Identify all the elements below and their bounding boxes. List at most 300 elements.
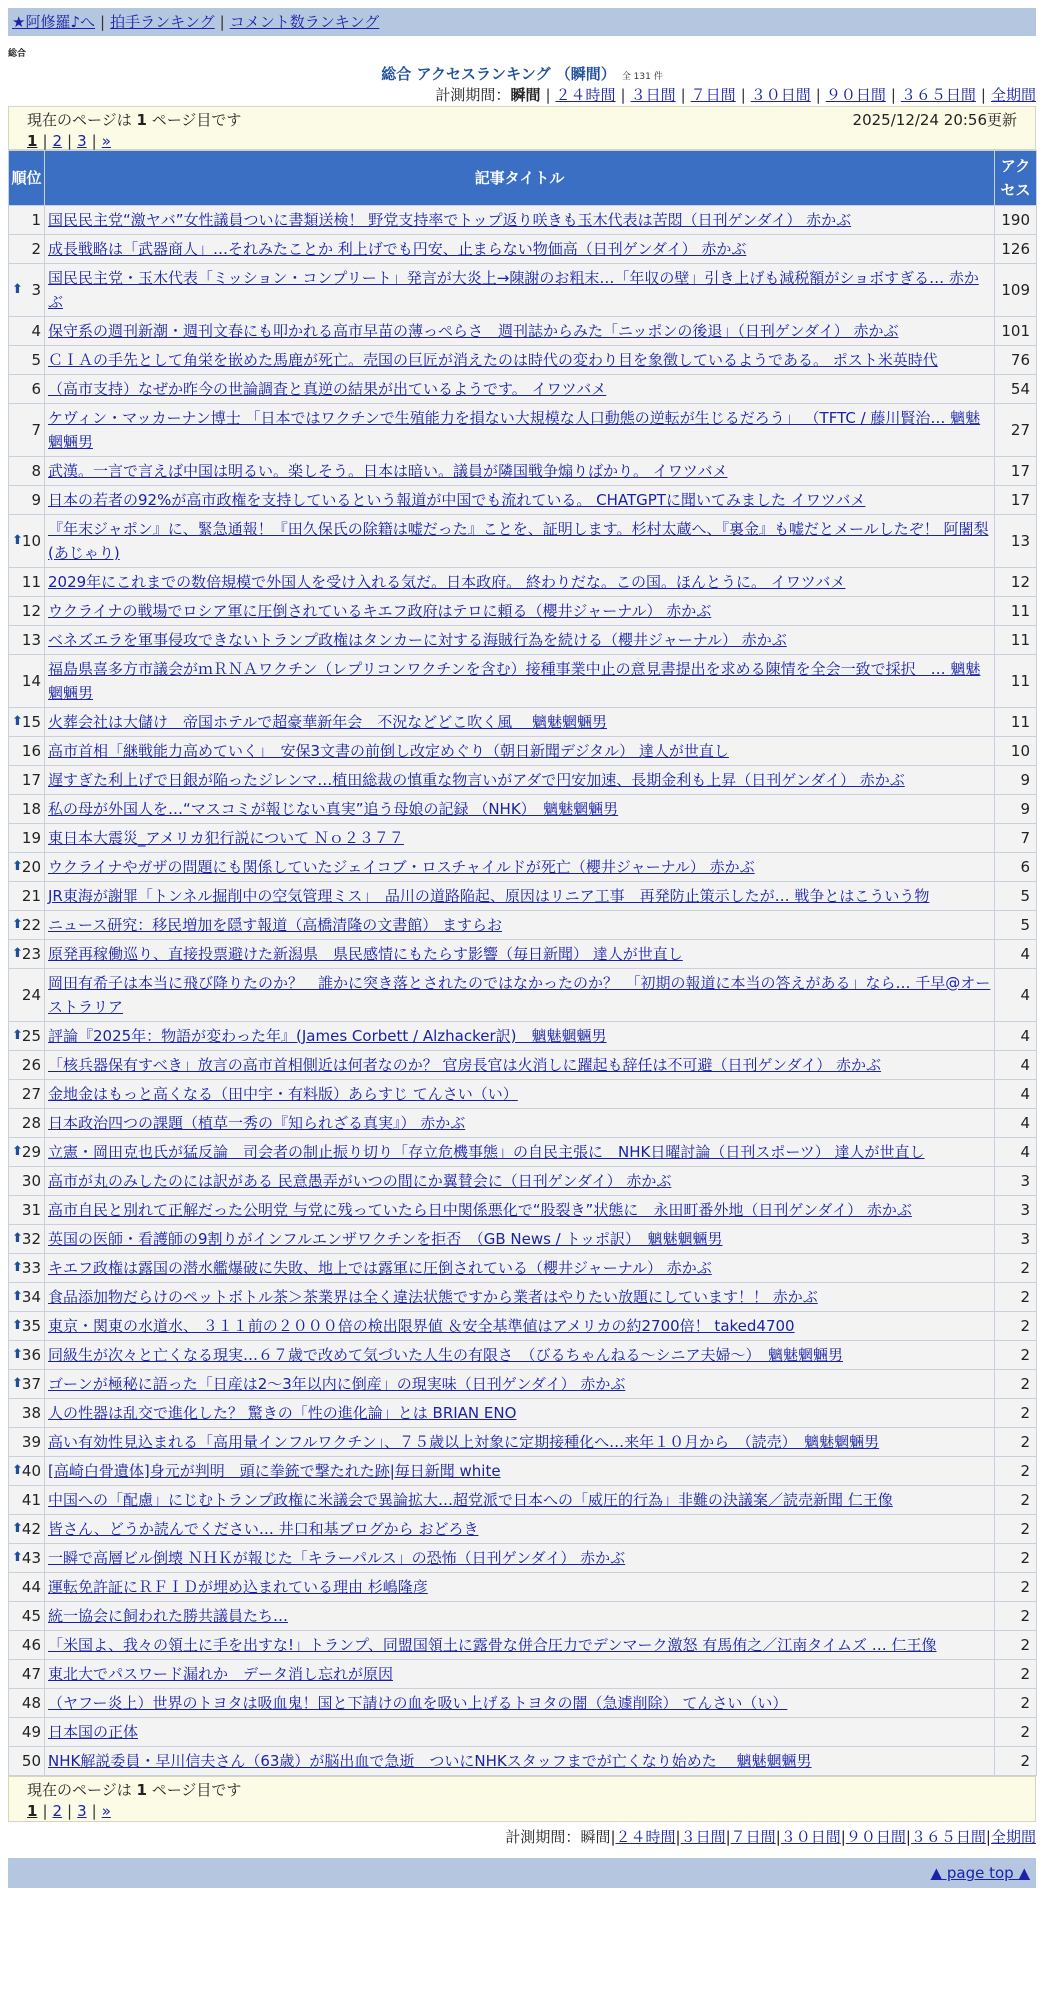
- rank-cell: [9, 1283, 45, 1312]
- table-row: [9, 317, 1037, 346]
- access-count: 17: [995, 486, 1037, 515]
- up-arrow-icon: ⬆: [12, 917, 23, 932]
- table-row: [9, 1080, 1037, 1109]
- period-option-link[interactable]: ３０日間: [750, 86, 811, 104]
- rank-number: 5: [31, 351, 41, 369]
- title-cell: [45, 1167, 995, 1196]
- article-link[interactable]: 人の性器は乱交で進化した？ 驚きの「性の進化論」とは BRIAN ENO: [48, 1404, 517, 1422]
- title-cell: [45, 1515, 995, 1544]
- rank-cell: [9, 969, 45, 1022]
- rank-cell: [9, 1051, 45, 1080]
- article-link[interactable]: （ヤフー炎上）世界のトヨタは吸血鬼！国と下請けの血を吸い上げるトヨタの闇（急遽削除） てんさい（い）: [48, 1694, 788, 1712]
- rank-number: 37: [21, 1375, 41, 1393]
- article-link[interactable]: 東日本大震災_アメリカ犯行説について Ｎｏ２３７７: [48, 829, 404, 847]
- title-cell: [45, 1341, 995, 1370]
- current-page-text-bottom: 現在のページは 1 ページ目です: [27, 1781, 242, 1799]
- access-count: 7: [995, 824, 1037, 853]
- rank-cell: [9, 1109, 45, 1138]
- title-cell: [45, 1283, 995, 1312]
- rank-cell: [9, 708, 45, 737]
- title-cell: [45, 1080, 995, 1109]
- table-row: [9, 1399, 1037, 1428]
- article-link[interactable]: 日本国の正体: [48, 1723, 139, 1741]
- rank-number: 30: [21, 1172, 41, 1190]
- rank-number: 41: [21, 1491, 41, 1509]
- rank-number: 44: [21, 1578, 41, 1596]
- table-row: [9, 626, 1037, 655]
- period-label: 計測期間：: [435, 86, 511, 104]
- period-label: 計測期間：: [505, 1828, 581, 1846]
- rank-cell: [9, 597, 45, 626]
- up-arrow-icon: ⬆: [12, 1144, 23, 1159]
- title-cell: [45, 655, 995, 708]
- rank-number: 47: [21, 1665, 41, 1683]
- access-count: 76: [995, 346, 1037, 375]
- article-link[interactable]: 高い有効性見込まれる「高用量インフルワクチン」、７５歳以上対象に定期接種化へ…来年１０月から （読売） 魑魅魍魎男: [48, 1433, 880, 1451]
- current-page-number: 1: [27, 1802, 38, 1820]
- rank-cell: [9, 1747, 45, 1776]
- article-link[interactable]: 遅すぎた利上げで日銀が陥ったジレンマ…植田総裁の慎重な物言いがアダで円安加速、長期金利も上昇（日刊ゲンダイ） 赤かぶ: [48, 771, 905, 789]
- rank-number: 33: [21, 1259, 41, 1277]
- rank-cell: [9, 404, 45, 457]
- article-link[interactable]: 岡田有希子は本当に飛び降りたのか？ 誰かに突き落とされたのではなかったのか？ 「初期の報道に本当の答えがある」なら… 千早@オーストラリア: [48, 974, 991, 1016]
- table-row: [9, 1225, 1037, 1254]
- title-cell: [45, 317, 995, 346]
- article-link[interactable]: 一瞬で高層ビル倒壊 ＮＨＫが報じた「キラーパルス」の恐怖（日刊ゲンダイ） 赤かぶ: [48, 1549, 626, 1567]
- rank-number: 38: [21, 1404, 41, 1422]
- period-option-link[interactable]: ３０日間: [780, 1828, 841, 1846]
- access-count: 190: [995, 206, 1037, 235]
- rank-number: 17: [21, 771, 41, 789]
- access-count: 10: [995, 737, 1037, 766]
- rank-cell: [9, 1138, 45, 1167]
- rank-cell: [9, 824, 45, 853]
- table-row: [9, 1254, 1037, 1283]
- article-link[interactable]: 成長戦略は「武器商人」…それみたことか 利上げでも円安、止まらない物価高（日刊ゲンダイ） 赤かぶ: [48, 240, 747, 258]
- up-arrow-icon: ⬆: [12, 1550, 23, 1565]
- table-row: [9, 1660, 1037, 1689]
- footer-bar: [8, 1858, 1036, 1888]
- access-count: 11: [995, 655, 1037, 708]
- title-cell: [45, 1196, 995, 1225]
- article-link[interactable]: ＣＩＡの手先として角栄を嵌めた馬鹿が死亡。売国の巨匠が消えたのは時代の変わり目を象徴しているようである。 ポスト米英時代: [48, 351, 938, 369]
- article-link[interactable]: 評論『2025年：物語が変わった年』(James Corbett / Alzhacker訳) 魑魅魍魎男: [48, 1027, 607, 1045]
- table-row: [9, 1602, 1037, 1631]
- article-link[interactable]: キエフ政権は露国の潜水艦爆破に失敗、地上では露軍に圧倒されている（櫻井ジャーナル） 赤かぶ: [48, 1259, 712, 1277]
- table-row: [9, 486, 1037, 515]
- period-option-link[interactable]: ２４時間: [615, 1828, 676, 1846]
- access-count: 2: [995, 1486, 1037, 1515]
- access-count: 101: [995, 317, 1037, 346]
- access-count: 2: [995, 1544, 1037, 1573]
- rank-cell: [9, 1022, 45, 1051]
- up-arrow-icon: ⬆: [12, 1260, 23, 1275]
- article-link[interactable]: JR東海が謝罪「トンネル掘削中の空気管理ミス」 品川の道路陥起、原因はリニア工事 再発防止策示したが… 戦争とはこういう物: [48, 887, 930, 905]
- article-link[interactable]: ゴーンが極秘に語った「日産は2～3年以内に倒産」の現実味（日刊ゲンダイ） 赤かぶ: [48, 1375, 626, 1393]
- table-row: [9, 235, 1037, 264]
- article-link[interactable]: 『年末ジャポン』に、緊急通報！『田久保氏の除籍は嘘だった』ことを、証明します。杉村太蔵へ、『裏金』も嘘だとメールしたぞ！ 阿闍梨(あじゃり): [48, 520, 989, 562]
- access-count: 3: [995, 1196, 1037, 1225]
- table-row: [9, 1573, 1037, 1602]
- rank-cell: [9, 1544, 45, 1573]
- page-link[interactable]: 3: [77, 1802, 87, 1820]
- rank-cell: [9, 486, 45, 515]
- table-row: [9, 1544, 1037, 1573]
- access-count: 4: [995, 940, 1037, 969]
- title-cell: [45, 1602, 995, 1631]
- rank-number: 3: [31, 281, 41, 299]
- table-row: [9, 375, 1037, 404]
- up-arrow-icon: ⬆: [12, 1347, 23, 1362]
- rank-cell: [9, 911, 45, 940]
- next-page-link[interactable]: »: [101, 132, 111, 150]
- access-count: 5: [995, 911, 1037, 940]
- title-cell: [45, 1486, 995, 1515]
- rank-number: 28: [21, 1114, 41, 1132]
- rank-number: 27: [21, 1085, 41, 1103]
- article-link[interactable]: NHK解説委員・早川信夫さん（63歳）が脳出血で急逝 ついにNHKスタッフまでが亡くなり始めた 魑魅魍魎男: [48, 1752, 812, 1770]
- title-cell: [45, 969, 995, 1022]
- article-link[interactable]: 同級生が次々と亡くなる現実…６７歳で改めて気づいた人生の有限さ （びるちゃんねる～シニア夫婦～） 魑魅魍魎男: [48, 1346, 844, 1364]
- rank-cell: [9, 206, 45, 235]
- access-count: 4: [995, 1080, 1037, 1109]
- article-link[interactable]: 原発再稼働巡り、直接投票避けた新潟県 県民感情にもたらす影響（毎日新聞） 達人が世直し: [48, 945, 683, 963]
- title-cell: [45, 1689, 995, 1718]
- access-count: 2: [995, 1747, 1037, 1776]
- access-count: 27: [995, 404, 1037, 457]
- updated-timestamp: 2025/12/24 20:56更新: [852, 111, 1017, 129]
- article-link[interactable]: 食品添加物だらけのペットボトル茶＞茶業界は全く違法状態ですから業者はやりたい放題にしています！！ 赤かぶ: [48, 1288, 818, 1306]
- up-arrow-icon: ⬆: [12, 1231, 23, 1246]
- rank-number: 43: [21, 1549, 41, 1567]
- article-link[interactable]: 立憲・岡田克也氏が猛反論 司会者の制止振り切り「存立危機事態」の自民主張に NHK日曜討論（日刊スポーツ） 達人が世直し: [48, 1143, 925, 1161]
- rank-number: 4: [31, 322, 41, 340]
- title-cell: [45, 1631, 995, 1660]
- ranking-table: [8, 150, 1037, 1776]
- home-link[interactable]: ★阿修羅♪へ: [12, 13, 96, 31]
- period-option-link[interactable]: ２４時間: [555, 86, 616, 104]
- title-cell: [45, 1138, 995, 1167]
- access-count: 4: [995, 1109, 1037, 1138]
- next-page-link[interactable]: »: [101, 1802, 111, 1820]
- title-cell: [45, 568, 995, 597]
- comment-ranking-link[interactable]: コメント数ランキング: [229, 13, 380, 31]
- article-link[interactable]: 「核兵器保有すべき」放言の高市首相側近は何者なのか？ 官房長官は火消しに躍起も辞任は不可避（日刊ゲンダイ） 赤かぶ: [48, 1056, 882, 1074]
- period-option-link[interactable]: ７日間: [690, 86, 736, 104]
- access-count: 2: [995, 1457, 1037, 1486]
- page-link[interactable]: 2: [52, 1802, 63, 1820]
- access-count: 2: [995, 1254, 1037, 1283]
- article-link[interactable]: 「米国よ、我々の領土に手を出すな!」トランプ、同盟国領土に露骨な併合圧力でデンマーク激怒 有馬侑之／江南タイムズ … 仁王像: [48, 1636, 937, 1654]
- article-link[interactable]: 皆さん、どうか読んでください… 井口和基ブログから おどろき: [48, 1520, 479, 1538]
- article-link[interactable]: 高市首相「継戦能力高めていく」 安保3文書の前倒し改定めぐり（朝日新聞デジタル） 達人が世直し: [48, 742, 729, 760]
- table-row: [9, 655, 1037, 708]
- article-link[interactable]: 福島県喜多方市議会がｍＲＮＡワクチン（レプリコンワクチンを含む）接種事業中止の意見書提出を求める陳情を全会一致で採択 … 魑魅魍魎男: [48, 660, 981, 702]
- rank-cell: [9, 375, 45, 404]
- table-row: [9, 1138, 1037, 1167]
- access-count: 2: [995, 1718, 1037, 1747]
- col-title-header: 記事タイトル: [45, 151, 995, 206]
- title-cell: [45, 1225, 995, 1254]
- rank-cell: [9, 1631, 45, 1660]
- title-cell: [45, 597, 995, 626]
- article-link[interactable]: 武漢。一言で言えば中国は明るい。楽しそう。日本は暗い。議員が隣国戦争煽りばかり。 イワツバメ: [48, 462, 728, 480]
- page-link[interactable]: 2: [52, 132, 63, 150]
- access-count: 126: [995, 235, 1037, 264]
- rank-cell: [9, 235, 45, 264]
- rank-cell: [9, 317, 45, 346]
- rank-number: 9: [31, 491, 41, 509]
- page-title: 総合 アクセスランキング （瞬間）: [381, 65, 616, 83]
- title-cell: [45, 264, 995, 317]
- period-option-link[interactable]: 全期間: [990, 1828, 1036, 1846]
- col-access-header: アクセス: [995, 151, 1037, 206]
- rank-cell: [9, 1399, 45, 1428]
- rank-number: 11: [21, 573, 41, 591]
- title-cell: [45, 911, 995, 940]
- up-arrow-icon: ⬆: [12, 1463, 23, 1478]
- title-cell: [45, 346, 995, 375]
- rank-cell: [9, 1602, 45, 1631]
- rank-number: 42: [21, 1520, 41, 1538]
- rank-cell: [9, 1573, 45, 1602]
- page-link[interactable]: 3: [77, 132, 87, 150]
- article-link[interactable]: 私の母が外国人を…“マスコミが報じない真実”追う母娘の記録 （NHK） 魑魅魍魎男: [48, 800, 619, 818]
- access-count: 2: [995, 1631, 1037, 1660]
- period-option-link[interactable]: 全期間: [990, 86, 1036, 104]
- table-row: [9, 1747, 1037, 1776]
- article-link[interactable]: 日本政治四つの課題（植草一秀の『知られざる真実』） 赤かぶ: [48, 1114, 466, 1132]
- access-count: 11: [995, 597, 1037, 626]
- period-current: 瞬間: [510, 86, 541, 104]
- rank-cell: [9, 1718, 45, 1747]
- up-arrow-icon: ⬆: [12, 1521, 23, 1536]
- pagination-links: 1 | 2 | 3 | »: [27, 132, 111, 150]
- rank-cell: [9, 1660, 45, 1689]
- rank-number: 21: [21, 887, 41, 905]
- rank-number: 26: [21, 1056, 41, 1074]
- rank-number: 46: [21, 1636, 41, 1654]
- title-cell: [45, 766, 995, 795]
- rank-number: 13: [21, 631, 41, 649]
- applause-ranking-link[interactable]: 拍手ランキング: [110, 13, 215, 31]
- article-link[interactable]: 2029年にこれまでの数倍規模で外国人を受け入れる気だ。日本政府。 終わりだな。この国。ほんとうに。 イワツバメ: [48, 573, 846, 591]
- table-row: [9, 1196, 1037, 1225]
- access-count: 2: [995, 1689, 1037, 1718]
- rank-number: 35: [21, 1317, 41, 1335]
- table-row: [9, 404, 1037, 457]
- rank-number: 25: [21, 1027, 41, 1045]
- rank-cell: [9, 853, 45, 882]
- table-row: [9, 882, 1037, 911]
- period-option-link[interactable]: ３日間: [680, 1828, 726, 1846]
- table-row: [9, 911, 1037, 940]
- period-option-link[interactable]: ９０日間: [825, 86, 886, 104]
- up-arrow-icon: ⬆: [12, 946, 23, 961]
- title-cell: [45, 737, 995, 766]
- up-arrow-icon: ⬆: [12, 1289, 23, 1304]
- article-link[interactable]: 運転免許証にＲＦＩＤが埋め込まれている理由 杉嶋隆彦: [48, 1578, 428, 1596]
- rank-number: 12: [21, 602, 41, 620]
- rank-cell: [9, 737, 45, 766]
- table-row: [9, 1109, 1037, 1138]
- article-link[interactable]: ウクライナやガザの問題にも関係していたジェイコブ・ロスチャイルドが死亡（櫻井ジャーナル） 赤かぶ: [48, 858, 755, 876]
- article-link[interactable]: 保守系の週刊新潮・週刊文春にも叩かれる高市早苗の薄っぺらさ 週刊誌からみた「ニッポンの後退」（日刊ゲンダイ） 赤かぶ: [48, 322, 899, 340]
- article-link[interactable]: ウクライナの戦場でロシア軍に圧倒されているキエフ政府はテロに頼る（櫻井ジャーナル） 赤かぶ: [48, 602, 712, 620]
- rank-cell: [9, 1515, 45, 1544]
- title-cell: [45, 1660, 995, 1689]
- title-cell: [45, 626, 995, 655]
- rank-cell: [9, 655, 45, 708]
- access-count: 9: [995, 766, 1037, 795]
- rank-number: 31: [21, 1201, 41, 1219]
- access-count: 2: [995, 1428, 1037, 1457]
- access-count: 2: [995, 1602, 1037, 1631]
- rank-cell: [9, 515, 45, 568]
- page-top-link[interactable]: ▲ page top ▲: [930, 1864, 1030, 1882]
- article-link[interactable]: 国民民主党・玉木代表「ミッション・コンプリート」発言が大炎上→陳謝のお粗末…「年収の壁」引き上げも減税額がショボすぎる… 赤かぶ: [48, 269, 979, 311]
- title-cell: [45, 1051, 995, 1080]
- rank-number: 2: [31, 240, 41, 258]
- table-row: [9, 206, 1037, 235]
- article-link[interactable]: 英国の医師・看護師の9割りがインフルエンザワクチンを拒否 （GB News / トッポ訳） 魑魅魍魎男: [48, 1230, 723, 1248]
- table-row: [9, 969, 1037, 1022]
- rank-number: 19: [21, 829, 41, 847]
- period-option-link[interactable]: ３日間: [630, 86, 676, 104]
- access-count: 6: [995, 853, 1037, 882]
- table-row: [9, 1631, 1037, 1660]
- up-arrow-icon: ⬆: [12, 714, 23, 729]
- access-count: 3: [995, 1225, 1037, 1254]
- article-link[interactable]: 統一協会に飼われた勝共議員たち…: [48, 1607, 289, 1625]
- rank-number: 1: [31, 211, 41, 229]
- table-row: [9, 766, 1037, 795]
- title-cell: [45, 1747, 995, 1776]
- period-option-link[interactable]: ７日間: [730, 1828, 776, 1846]
- access-count: 17: [995, 457, 1037, 486]
- rank-cell: [9, 1080, 45, 1109]
- current-page-text: 現在のページは 1 ページ目です: [27, 111, 242, 129]
- up-arrow-icon: ⬆: [12, 282, 23, 297]
- table-row: [9, 264, 1037, 317]
- article-link[interactable]: 金地金はもっと高くなる（田中宇・有料版）あらすじ てんさい（い）: [48, 1085, 518, 1103]
- title-cell: [45, 1457, 995, 1486]
- table-row: [9, 457, 1037, 486]
- current-page-number: 1: [27, 132, 38, 150]
- article-link[interactable]: [高崎白骨遺体]身元が判明 頭に拳銃で撃たれた跡|毎日新聞 white: [48, 1462, 501, 1480]
- access-count: 2: [995, 1341, 1037, 1370]
- rank-number: 49: [21, 1723, 41, 1741]
- rank-number: 23: [21, 945, 41, 963]
- access-count: 2: [995, 1370, 1037, 1399]
- rank-cell: [9, 1689, 45, 1718]
- up-arrow-icon: ⬆: [12, 1318, 23, 1333]
- up-arrow-icon: ⬆: [12, 1028, 23, 1043]
- article-link[interactable]: 高市が丸のみしたのには訳がある 民意愚弄がいつの間にか翼賛会に（日刊ゲンダイ） 赤かぶ: [48, 1172, 672, 1190]
- title-cell: [45, 1109, 995, 1138]
- table-row: [9, 708, 1037, 737]
- rank-cell: [9, 1457, 45, 1486]
- article-link[interactable]: 国民民主党“激ヤバ”女性議員ついに書類送検！ 野党支持率でトップ返り咲きも玉木代表は苦悶（日刊ゲンダイ） 赤かぶ: [48, 211, 852, 229]
- rank-number: 39: [21, 1433, 41, 1451]
- rank-number: 48: [21, 1694, 41, 1712]
- title-cell: [45, 235, 995, 264]
- rank-cell: [9, 1254, 45, 1283]
- title-cell: [45, 1254, 995, 1283]
- title-cell: [45, 375, 995, 404]
- rank-cell: [9, 1167, 45, 1196]
- table-row: [9, 737, 1037, 766]
- title-cell: [45, 1428, 995, 1457]
- rank-number: 18: [21, 800, 41, 818]
- table-row: [9, 1370, 1037, 1399]
- rank-number: 15: [21, 713, 41, 731]
- article-link[interactable]: 東京・関東の水道水、 ３１１前の２０００倍の検出限界値 ＆安全基準値はアメリカの約2700倍！ taked4700: [48, 1317, 795, 1335]
- rank-number: 16: [21, 742, 41, 760]
- access-count: 13: [995, 515, 1037, 568]
- table-row: [9, 1283, 1037, 1312]
- access-count: 3: [995, 1167, 1037, 1196]
- rank-number: 22: [21, 916, 41, 934]
- access-count: 9: [995, 795, 1037, 824]
- access-count: 4: [995, 1022, 1037, 1051]
- rank-number: 34: [21, 1288, 41, 1306]
- rank-cell: [9, 1486, 45, 1515]
- article-link[interactable]: 東北大でパスワード漏れか データ消し忘れが原因: [48, 1665, 394, 1683]
- period-option-link[interactable]: ３６５日間: [910, 1828, 986, 1846]
- access-count: 12: [995, 568, 1037, 597]
- title-cell: [45, 404, 995, 457]
- top-nav-bar: ★阿修羅♪へ | 拍手ランキング | コメント数ランキング: [8, 8, 1036, 36]
- rank-cell: [9, 457, 45, 486]
- access-count: 54: [995, 375, 1037, 404]
- table-row: [9, 1718, 1037, 1747]
- rank-number: 7: [31, 421, 41, 439]
- access-count: 5: [995, 882, 1037, 911]
- period-selector: 計測期間：瞬間 | ２４時間 | ３日間 | ７日間 | ３０日間 | ９０日間 | ３６５日間 | 全期間: [435, 86, 1036, 104]
- article-link[interactable]: 日本の若者の92%が高市政権を支持しているという報道が中国でも流れている。 CHATGPTに聞いてみました イワツバメ: [48, 491, 866, 509]
- article-link[interactable]: 高市自民と別れて正解だった公明党 与党に残っていたら日中関係悪化で“股裂き”状態に 永田町番外地（日刊ゲンダイ） 赤かぶ: [48, 1201, 912, 1219]
- period-selector-bottom: 計測期間：瞬間|２４時間|３日間|７日間|３０日間|９０日間|３６５日間|全期間: [505, 1828, 1036, 1846]
- table-row: [9, 1167, 1037, 1196]
- rank-cell: [9, 1196, 45, 1225]
- article-link[interactable]: 中国への「配慮」にじむトランプ政権に米議会で異論拡大…超党派で日本への「威圧的行為」非難の決議案／読売新聞 仁王像: [48, 1491, 893, 1509]
- title-cell: [45, 795, 995, 824]
- up-arrow-icon: ⬆: [12, 859, 23, 874]
- rank-number: 50: [21, 1752, 41, 1770]
- article-link[interactable]: 火葬会社は大儲け 帝国ホテルで超豪華新年会 不況などどこ吹く風 魑魅魍魎男: [48, 713, 608, 731]
- table-row: [9, 1312, 1037, 1341]
- ranking-heading: [8, 64, 1036, 84]
- article-link[interactable]: （高市支持）なぜか昨今の世論調査と真逆の結果が出ているようです。 イワツバメ: [48, 380, 607, 398]
- rank-number: 29: [21, 1143, 41, 1161]
- article-link[interactable]: ニュース研究：移民増加を隠す報道（高橋清隆の文書館） ますらお: [48, 916, 503, 934]
- period-option-link[interactable]: ９０日間: [845, 1828, 906, 1846]
- access-count: 4: [995, 1051, 1037, 1080]
- article-link[interactable]: ベネズエラを軍事侵攻できないトランプ政権はタンカーに対する海賊行為を続ける（櫻井ジャーナル） 赤かぶ: [48, 631, 787, 649]
- rank-cell: [9, 795, 45, 824]
- period-option-link[interactable]: ３６５日間: [900, 86, 976, 104]
- access-count: 2: [995, 1312, 1037, 1341]
- table-row: [9, 1428, 1037, 1457]
- rank-cell: [9, 1341, 45, 1370]
- rank-cell: [9, 346, 45, 375]
- table-row: [9, 1051, 1037, 1080]
- access-count: 4: [995, 1138, 1037, 1167]
- article-link[interactable]: ケヴィン・マッカーナン博士 「日本ではワクチンで生殖能力を損ない大規模な人口動態の逆転が生じるだろう」 （TFTC / 藤川賢治… 魑魅魍魎男: [48, 409, 981, 451]
- title-cell: [45, 486, 995, 515]
- rank-number: 40: [21, 1462, 41, 1480]
